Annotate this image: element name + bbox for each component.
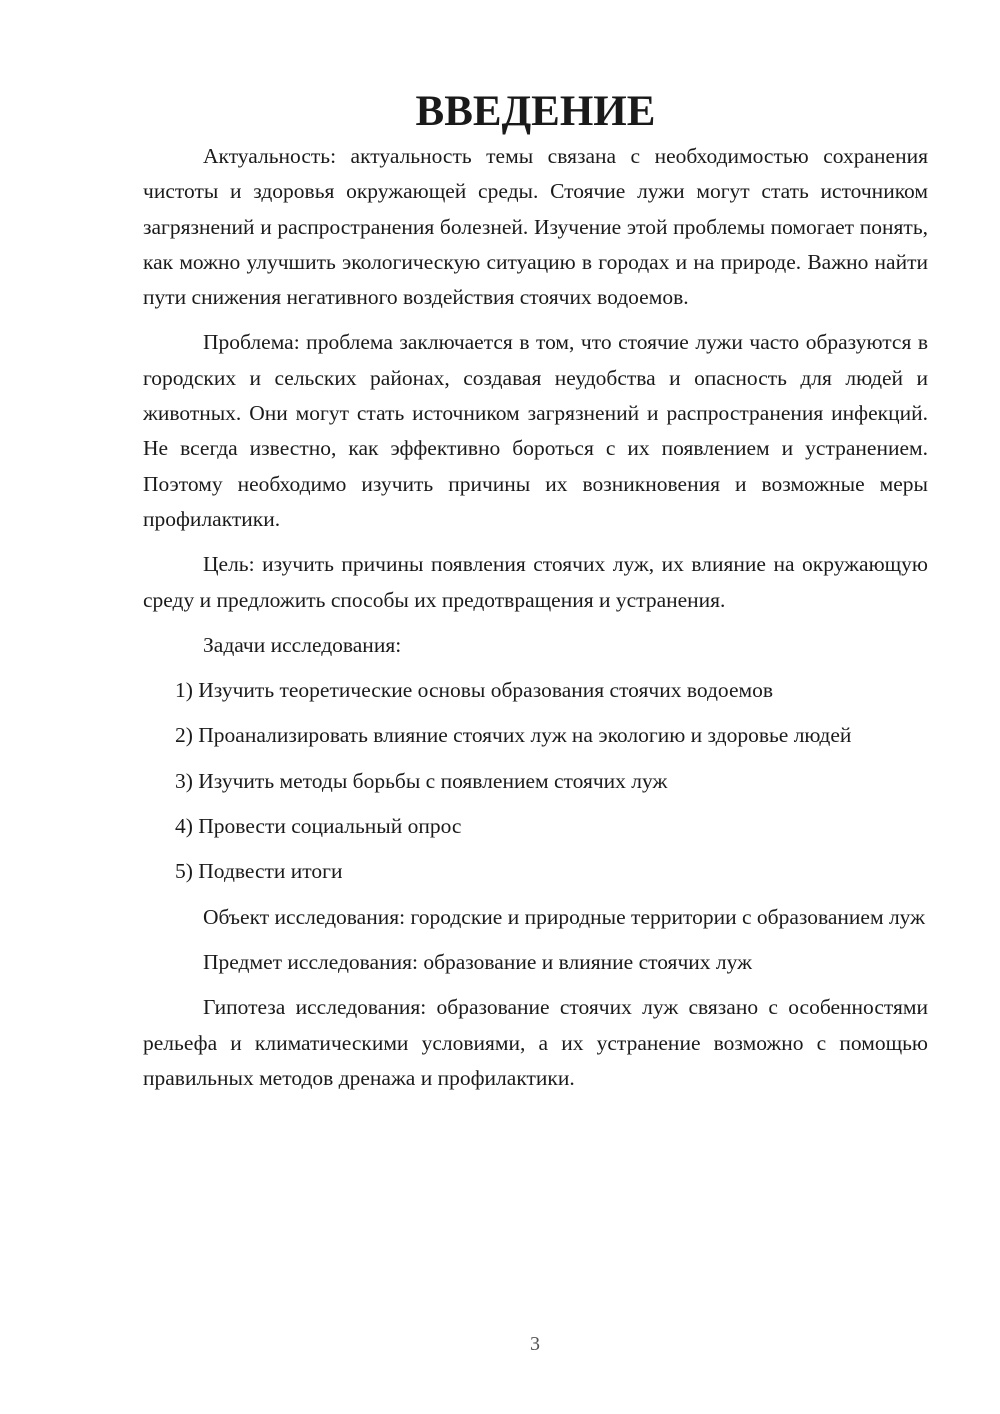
task-item: 4) Провести социальный опрос — [175, 814, 462, 839]
goal-paragraph: Цель: изучить причины появления стоячих луж, их влияние на окружающую среду и предложить способы их предотвращения и устранения. — [143, 552, 928, 612]
page-title: ВВЕДЕНИЕ — [415, 88, 656, 135]
task-item: 1) Изучить теоретические основы образования стоячих водоемов — [175, 678, 773, 703]
tasks-list — [143, 673, 928, 889]
tasks-heading: Задачи исследования: — [203, 632, 402, 657]
task-item: 3) Изучить методы борьбы с появлением стоячих луж — [175, 768, 668, 793]
object-paragraph: Объект исследования: городские и природные территории с образованием луж — [203, 904, 926, 929]
relevance-paragraph: Актуальность: актуальность темы связана с необходимостью сохранения чистоты и здоровья окружающей среды. Стоячие лужи могут стать источником загрязнений и распространения болезней. Изучение этой проблемы помогает понять, как можно улучшить экологическую ситуацию в городах и на природе. Важно найти пути снижения негативного воздействия стоячих водоемов. — [143, 144, 928, 310]
task-item: 5) Подвести итоги — [175, 859, 343, 884]
task-item: 2) Проанализировать влияние стоячих луж на экологию и здоровье людей — [175, 723, 852, 748]
document-page — [143, 88, 928, 1106]
problem-paragraph: Проблема: проблема заключается в том, что стоячие лужи часто образуются в городских и сельских районах, создавая неудобства и опасность для людей и животных. Они могут стать источником загрязнений и распространения инфекций. Не всегда известно, как эффективно бороться с их появлением и устранением. Поэтому необходимо изучить причины их возникновения и возможные меры профилактики. — [143, 330, 928, 531]
page-number: 3 — [530, 1333, 540, 1355]
subject-paragraph: Предмет исследования: образование и влияние стоячих луж — [203, 949, 752, 974]
hypothesis-paragraph: Гипотеза исследования: образование стоячих луж связано с особенностями рельефа и климатическими условиями, а их устранение возможно с помощью правильных методов дренажа и профилактики. — [143, 995, 928, 1090]
